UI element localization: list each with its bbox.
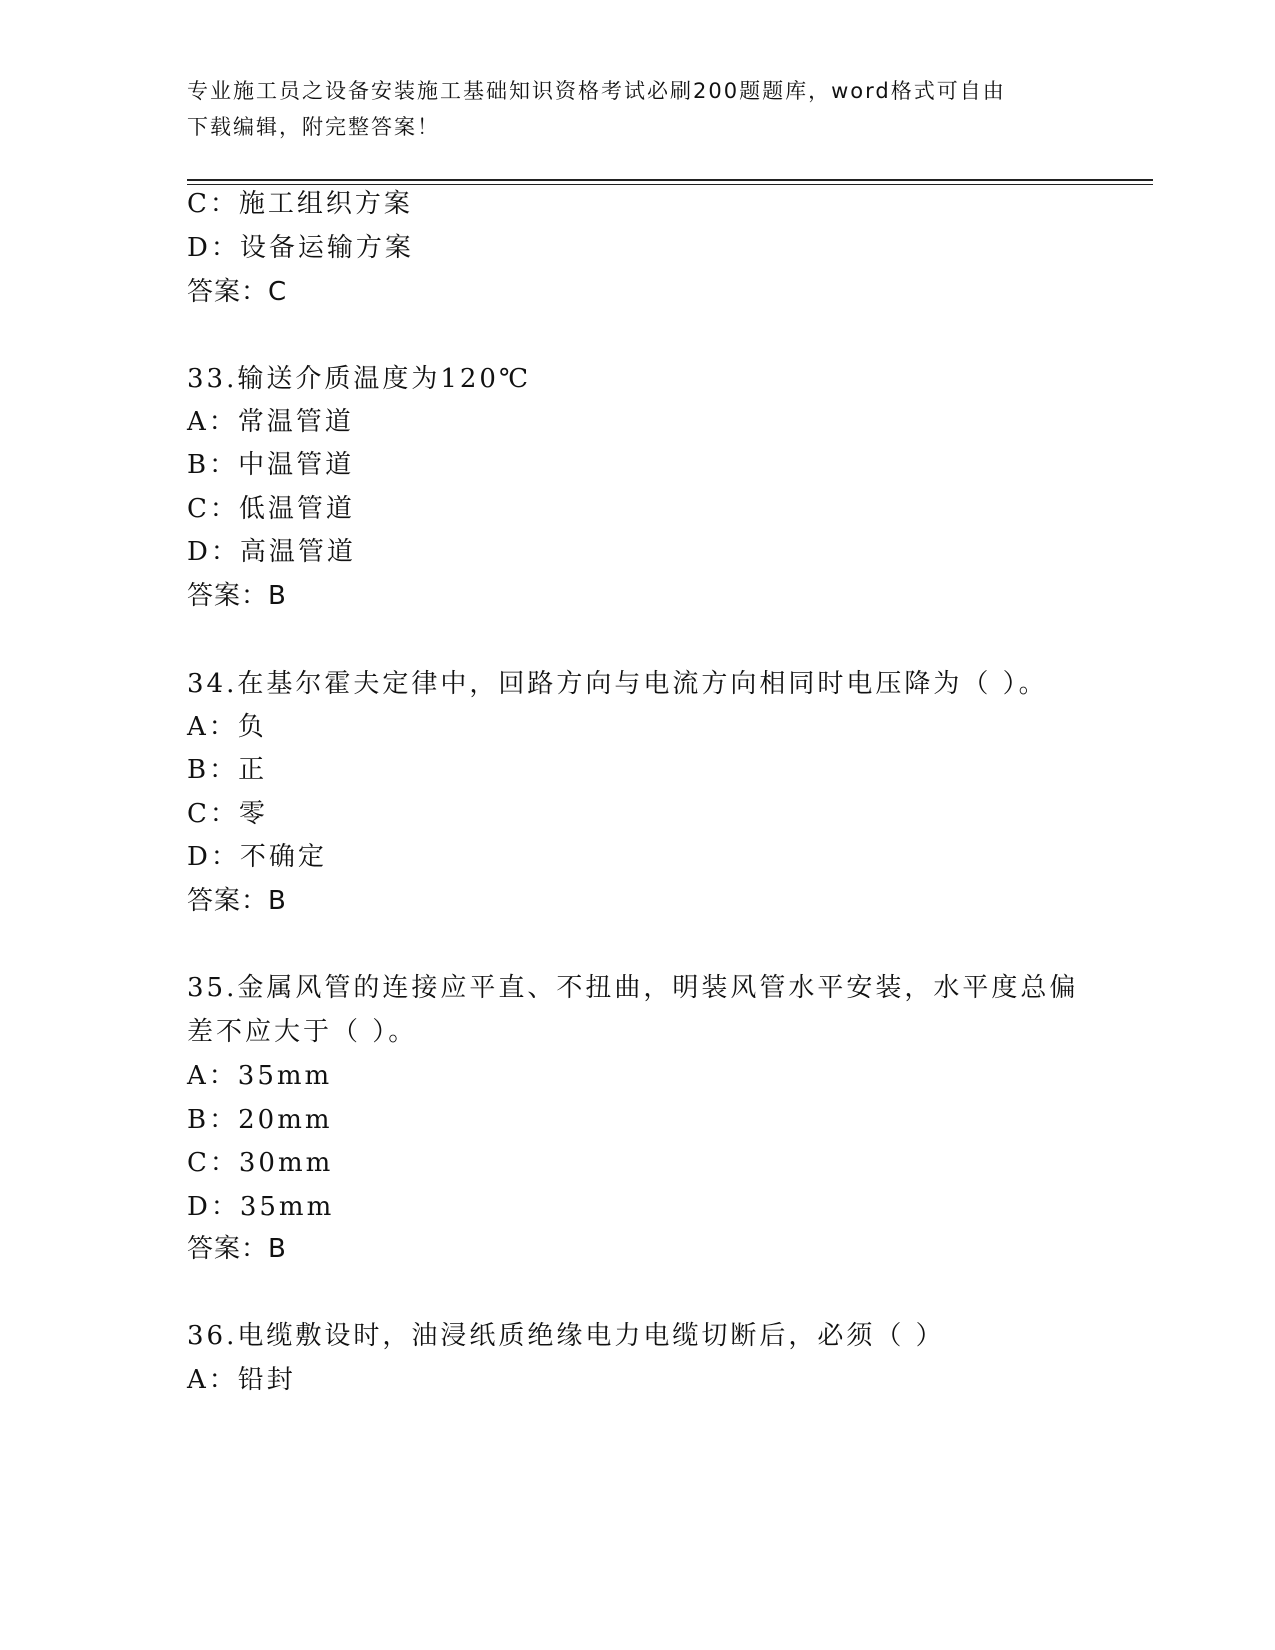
q35-option-c: C：30mm <box>187 1148 334 1178</box>
q35-stem-line-1: 35.金属风管的连接应平直、不扭曲，明装风管水平安装，水平度总偏 <box>187 973 1079 1003</box>
q34-option-d: D：不确定 <box>187 842 327 872</box>
q32-answer: 答案：C <box>187 277 288 307</box>
q35-option-a: A：35mm <box>187 1061 333 1091</box>
q34-option-b: B：正 <box>187 755 268 785</box>
q34-answer: 答案：B <box>187 886 287 916</box>
q34-option-c: C：零 <box>187 799 268 829</box>
q34-stem: 34.在基尔霍夫定律中，回路方向与电流方向相同时电压降为（ ）。 <box>187 669 1048 699</box>
q35-stem-line-2: 差不应大于（ ）。 <box>187 1017 418 1047</box>
header-divider-thick <box>187 179 1153 181</box>
q36-option-a: A：铅封 <box>187 1365 296 1395</box>
header-divider-thin <box>187 184 1153 185</box>
document-header <box>187 73 1067 145</box>
q35-option-b: B：20mm <box>187 1105 333 1135</box>
q33-stem: 33.输送介质温度为120℃ <box>187 364 532 394</box>
q33-option-b: B：中温管道 <box>187 450 355 480</box>
q33-option-c: C：低温管道 <box>187 494 355 524</box>
q33-option-a: A：常温管道 <box>187 407 354 437</box>
header-title-line-1: 专业施工员之设备安装施工基础知识资格考试必刷200题题库，word格式可自由 <box>187 79 1006 103</box>
q34-option-a: A：负 <box>187 712 267 742</box>
q35-answer: 答案：B <box>187 1234 287 1264</box>
q36-stem: 36.电缆敷设时，油浸纸质绝缘电力电缆切断后，必须（ ） <box>187 1321 945 1351</box>
q32-option-c: C：施工组织方案 <box>187 189 413 219</box>
q33-option-d: D：高温管道 <box>187 537 356 567</box>
header-title-line-2: 下载编辑，附完整答案！ <box>187 115 440 139</box>
q32-option-d: D：设备运输方案 <box>187 233 414 263</box>
q33-answer: 答案：B <box>187 581 287 611</box>
q35-option-d: D：35mm <box>187 1192 335 1222</box>
